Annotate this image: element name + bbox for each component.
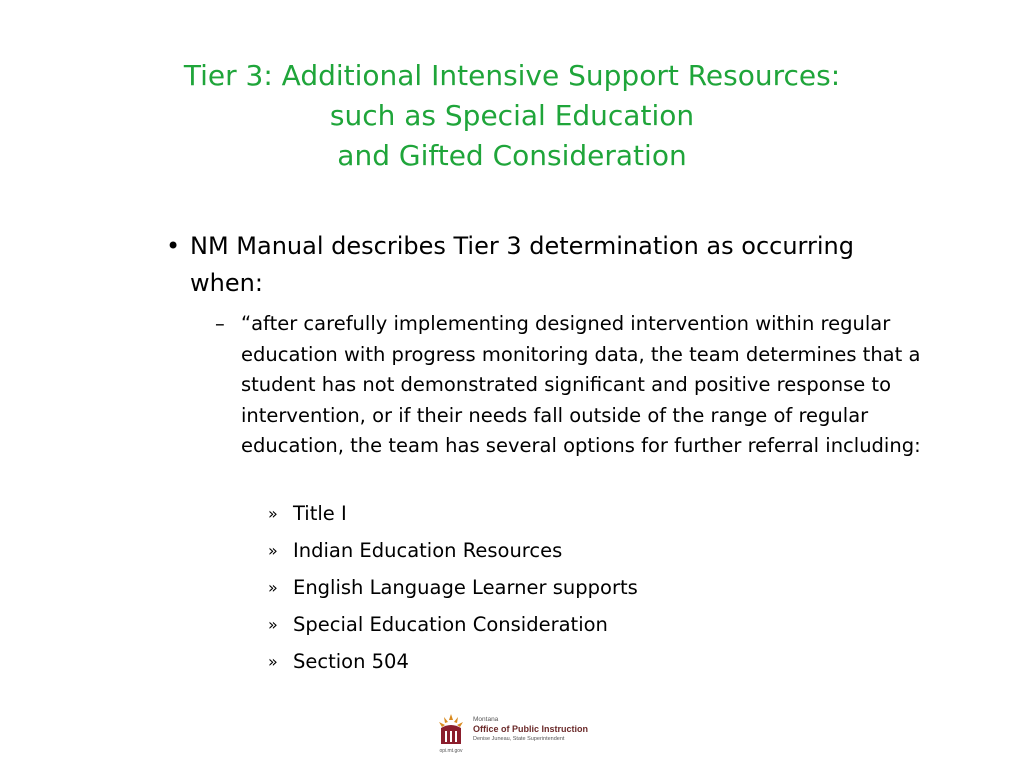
chevron-marker: » [268,504,278,523]
list-item [268,536,638,573]
title-line-2: such as Special Education [329,99,695,132]
chevron-marker: » [268,541,278,560]
list-item [268,610,638,647]
option-label: Indian Education Resources [293,539,563,562]
dash-marker: – [215,312,225,335]
option-label: Section 504 [293,650,409,673]
slide-title [60,56,964,176]
quote-text: “after carefully implementing designed intervention within regular education with progress monitoring data, the team determines that a student has not demonstrated significant and positive response to intervention, or if their needs fall outside of the range of regular education, the team has several options for further referral including: [241,312,921,457]
opi-office: Office of Public Instruction [473,724,589,734]
chevron-marker: » [268,652,278,671]
option-label: English Language Learner supports [293,576,638,599]
quote-bullet [215,309,975,462]
list-item [268,647,638,684]
option-label: Title I [293,502,347,525]
referral-options-list [268,499,638,684]
option-label: Special Education Consideration [293,613,608,636]
main-bullet-text: NM Manual describes Tier 3 determination as occurring when: [190,232,854,297]
bullet-marker: • [166,232,181,260]
title-line-1: Tier 3: Additional Intensive Support Resources: [183,59,841,92]
opi-superintendent: Denise Juneau, State Superintendent [473,736,565,742]
list-item [268,573,638,610]
opi-url: opi.mt.gov [439,748,463,754]
opi-state: Montana [473,716,499,723]
main-bullet [166,228,886,302]
opi-seal-icon [436,712,466,748]
opi-logo [436,712,589,756]
list-item [268,499,638,536]
chevron-marker: » [268,578,278,597]
chevron-marker: » [268,615,278,634]
title-line-3: and Gifted Consideration [337,139,687,172]
